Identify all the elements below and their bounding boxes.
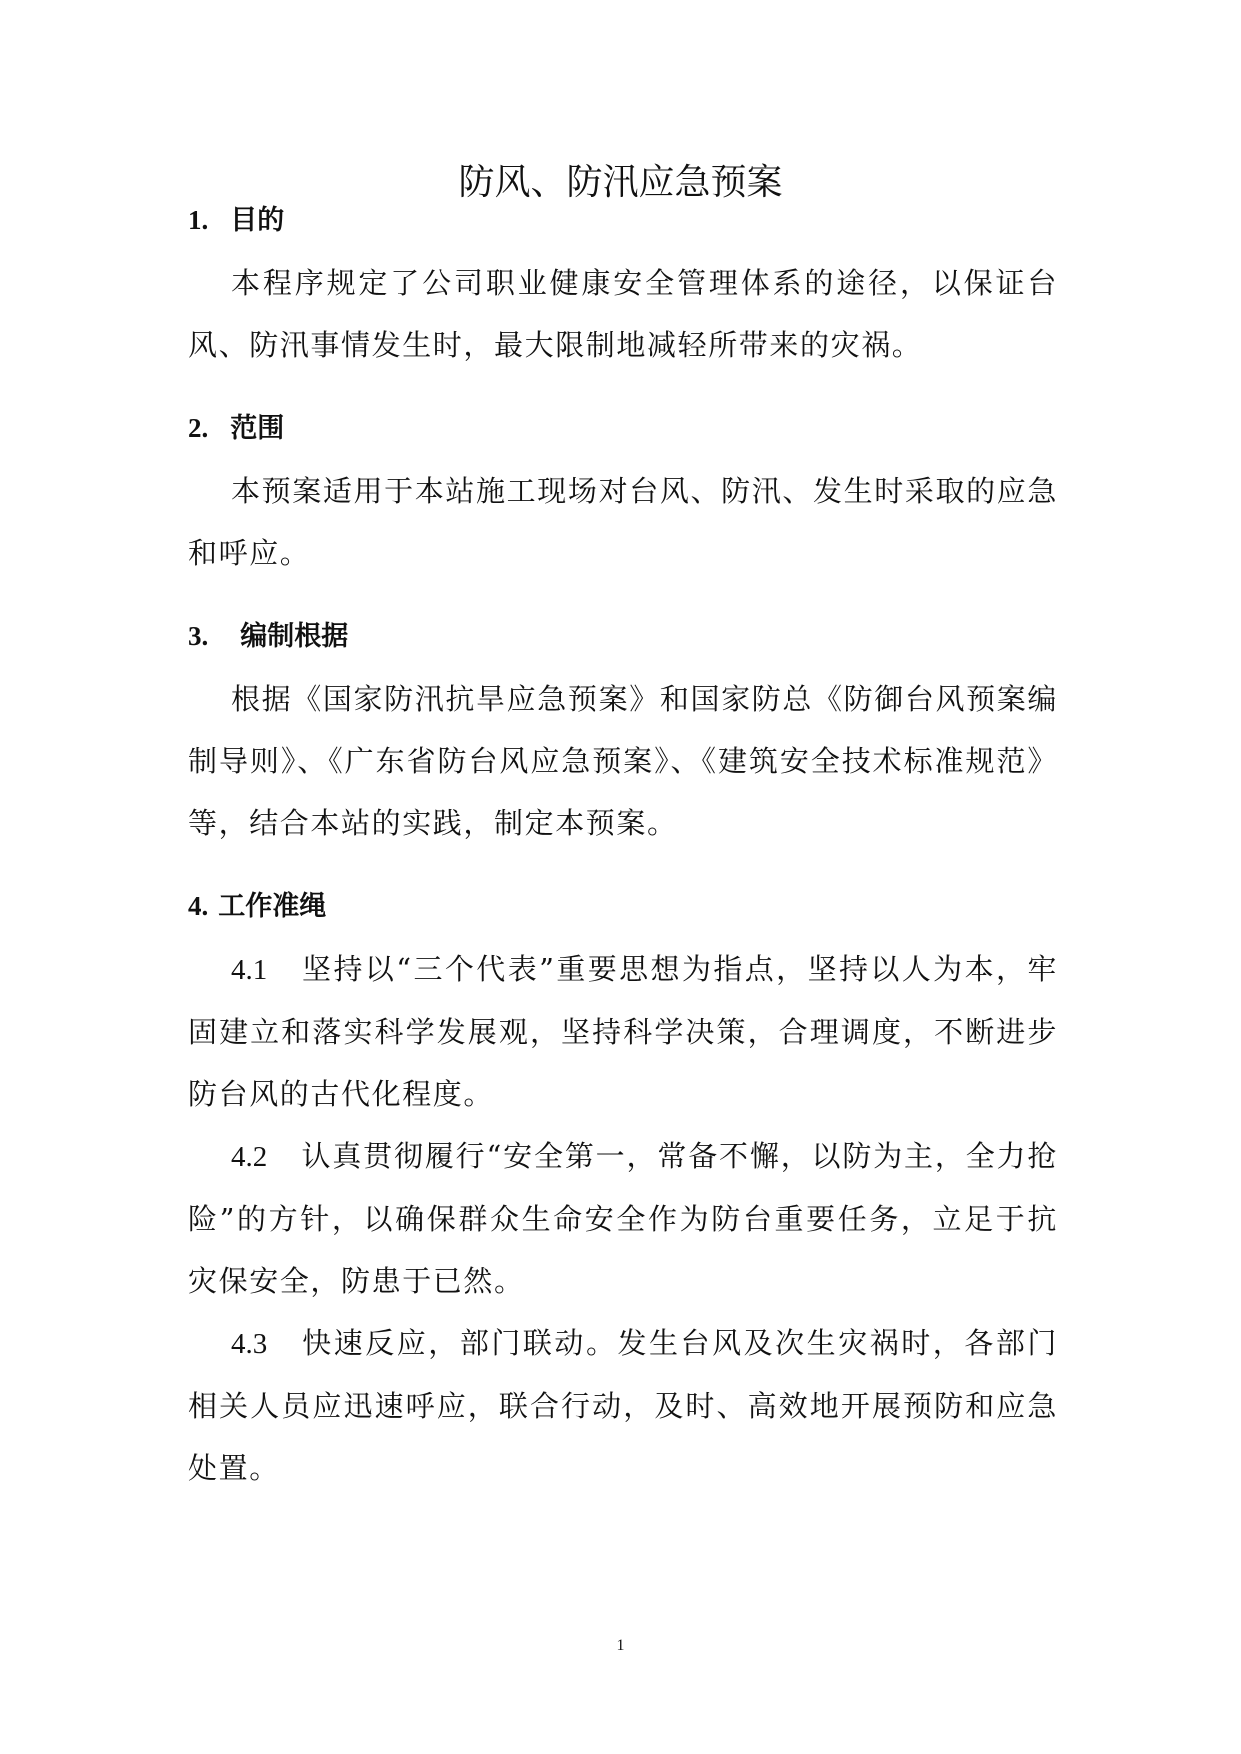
section-heading — [188, 884, 1058, 929]
document-title: 防风、防汛应急预案 — [458, 162, 783, 203]
section-basis — [188, 614, 1058, 854]
clause-number: 4.1 — [231, 954, 268, 986]
section-number: 2. — [188, 413, 209, 443]
clause-4-2 — [188, 1125, 1058, 1312]
section-title: 目的 — [230, 205, 285, 236]
clause-4-3 — [188, 1312, 1058, 1499]
page-number: 1 — [616, 1637, 625, 1654]
clause-text: 坚持以“三个代表”重要思想为指点，坚持以人为本，牢固建立和落实科学发展观，坚持科学决策，合理调度，不断进步防台风的古代化程度。 — [188, 952, 1058, 1111]
section-body: 根据《国家防汛抗旱应急预案》和国家防总《防御台风预案编制导则》、《广东省防台风应急预案》、《建筑安全技术标准规范》等，结合本站的实践，制定本预案。 — [188, 682, 1058, 840]
section-heading — [188, 198, 1058, 243]
section-purpose — [188, 198, 1058, 376]
section-heading — [188, 406, 1058, 451]
section-body: 本程序规定了公司职业健康安全管理体系的途径，以保证台风、防汛事情发生时，最大限制地减轻所带来的灾祸。 — [188, 266, 1058, 362]
clause-text: 认真贯彻履行“安全第一，常备不懈，以防为主，全力抢险”的方针，以确保群众生命安全作为防台重要任务，立足于抗灾保安全，防患于已然。 — [188, 1139, 1058, 1298]
section-scope — [188, 406, 1058, 584]
clause-text: 快速反应，部门联动。发生台风及次生灾祸时，各部门相关人员应迅速呼应，联合行动，及时、高效地开展预防和应急处置。 — [188, 1326, 1058, 1485]
clause-number: 4.3 — [231, 1328, 268, 1360]
section-principles — [188, 884, 1058, 1499]
section-title: 工作准绳 — [218, 891, 327, 922]
section-number: 4. — [188, 891, 209, 921]
section-body: 本预案适用于本站施工现场对台风、防汛、发生时采取的应急和呼应。 — [188, 474, 1058, 570]
section-heading — [188, 614, 1058, 659]
section-number: 3. — [188, 621, 209, 651]
clause-4-1 — [188, 938, 1058, 1125]
section-title: 范围 — [230, 413, 285, 444]
clause-number: 4.2 — [231, 1141, 268, 1173]
section-number: 1. — [188, 205, 209, 235]
section-title: 编制根据 — [240, 621, 349, 652]
